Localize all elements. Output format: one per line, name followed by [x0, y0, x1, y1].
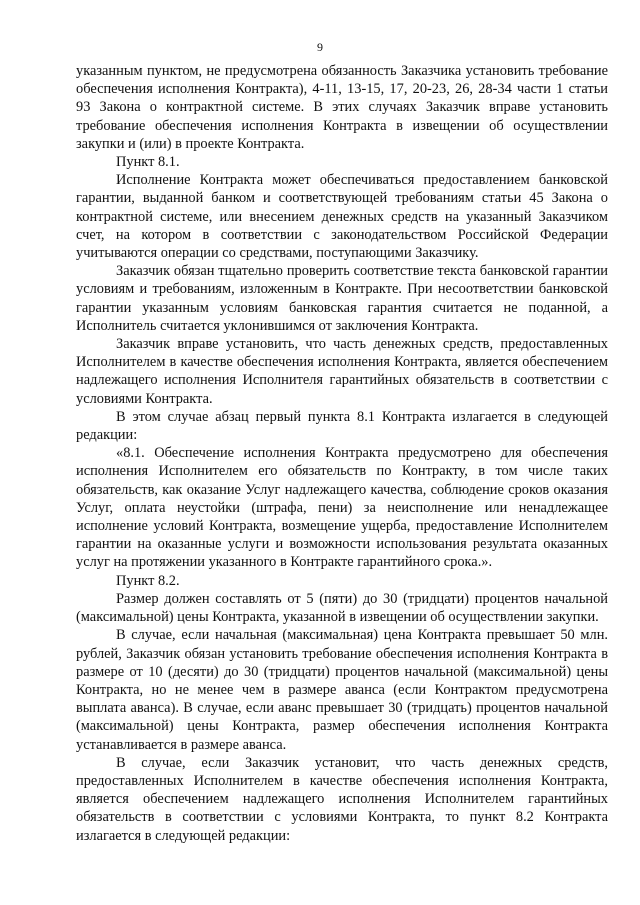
section-heading-8-1: Пункт 8.1.	[116, 154, 180, 171]
paragraph-quoted-clause-8-1: «8.1. Обеспечение исполнения Контракта предусмотрено для обеспечения исполнения Исполнителем его обязательств по Контракту, в том числе таких обязательств, как оказание Услуг надлежащего качества, соблюдение сроков оказания Услуг, оплата неустойки (штрафа, пени) за неисполнение или ненадлежащее исполнение условий Контракта, возмещение ущерба, предоставление Исполнителем гарантии на оказанные услуги и возможности использования результата оказанных услуг на протяжении указанного в Контракте гарантийного срока.».	[76, 445, 608, 571]
section-heading-8-2: Пункт 8.2.	[116, 572, 180, 589]
paragraph-revision-intro: В этом случае абзац первый пункта 8.1 Контракта излагается в следующей редакции:	[76, 408, 608, 444]
paragraph-warranty-portion: Заказчик вправе установить, что часть денежных средств, предоставленных Исполнителем в качестве обеспечения исполнения Контракта, является обеспечением надлежащего исполнения Исполнителя гарантийных обязательств в соответствии с условиями Контракта.	[76, 336, 608, 407]
paragraph-guarantee-methods: Исполнение Контракта может обеспечиваться предоставлением банковской гарантии, выданной банком и соответствующей требованиям статьи 45 Закона о контрактной системе, или внесением денежных средств на указанный Заказчиком счет, на котором в соответствии с законодательством Российской Федерации учитываются операции со средствами, поступающими Заказчику.	[76, 172, 608, 262]
paragraph-size-range: Размер должен составлять от 5 (пяти) до 30 (тридцати) процентов начальной (максимальной) цены Контракта, указанной в извещении об осуществлении закупки.	[76, 590, 608, 626]
paragraph-continuation: указанным пунктом, не предусмотрена обязанность Заказчика установить требование обеспечения исполнения Контракта), 4-11, 13-15, 17, 20-23, 26, 28-34 части 1 статьи 93 Закона о контрактной системе. В этих случаях Заказчик вправе установить требование обеспечения исполнения Контракта в извещении об осуществлении закупки и (или) в проекте Контракта.	[76, 63, 608, 152]
page-number: 9	[317, 40, 323, 54]
paragraph-large-contract: В случае, если начальная (максимальная) цена Контракта превышает 50 млн. рублей, Заказчик обязан установить требование обеспечения исполнения Контракта в размере от 10 (десяти) до 30 (тридцати) процентов начальной (максимальной) цены Контракта, но не менее чем в размере аванса (если Контрактом предусмотрена выплата аванса). В случае, если аванс превышает 30 (тридцать) процентов начальной (максимальной) цены Контракта, размер обеспечения исполнения Контракта устанавливается в размере аванса.	[76, 627, 608, 753]
document-body	[76, 62, 608, 845]
paragraph-revision-8-2: В случае, если Заказчик установит, что часть денежных средств, предоставленных Исполнителем в качестве обеспечения исполнения Контракта, является обеспечением надлежащего исполнения Исполнителем гарантийных обязательств в соответствии с условиями Контракта, то пункт 8.2 Контракта излагается в следующей редакции:	[76, 754, 608, 844]
paragraph-guarantee-check: Заказчик обязан тщательно проверить соответствие текста банковской гарантии условиям и требованиям, изложенным в Контракте. При несоответствии банковской гарантии указанным условиям банковская гарантия считается не поданной, а Исполнитель считается уклонившимся от заключения Контракта.	[76, 263, 608, 334]
